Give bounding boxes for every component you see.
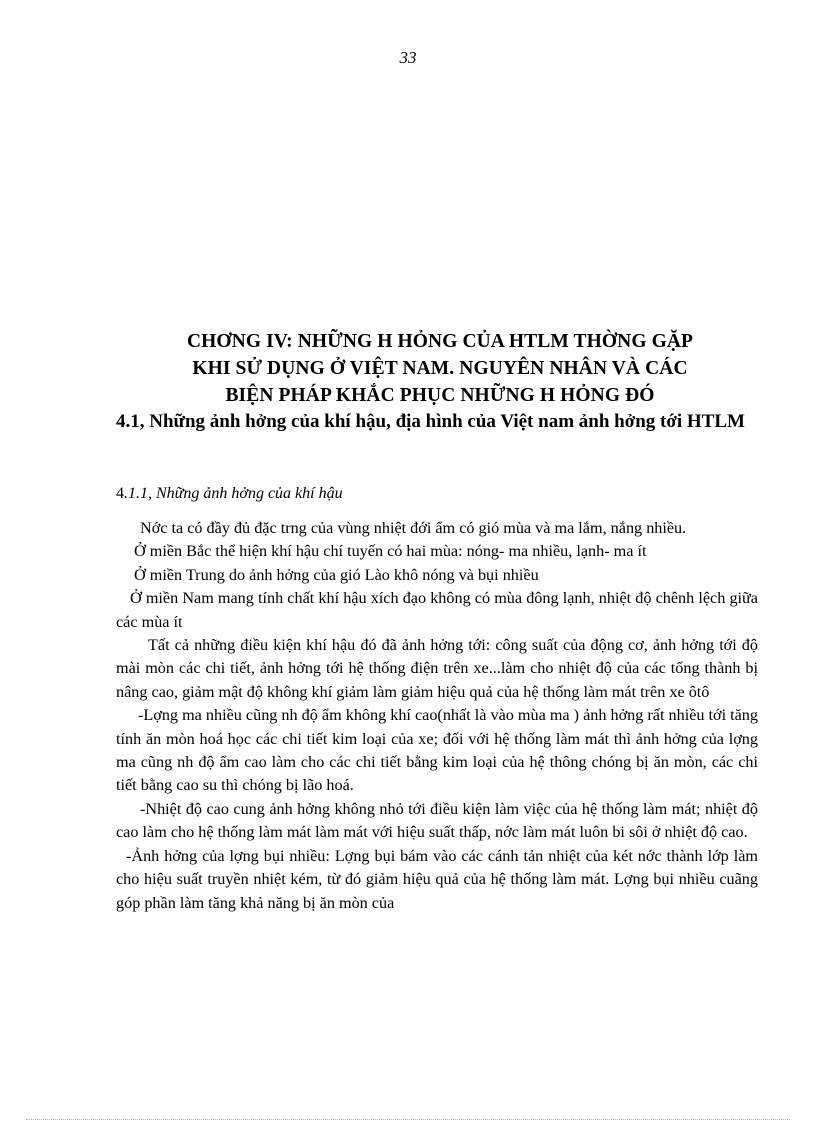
paragraph-north-region: Ở miền Bắc thể hiện khí hậu chí tuyến có hai mùa: nóng- ma nhiều, lạnh- ma ít (134, 542, 647, 561)
chapter-title-line-3: BIỆN PHÁP KHẮC PHỤC NHỮNG H HỎNG ĐÓ (225, 385, 655, 406)
chapter-title (110, 328, 770, 409)
paragraph-climate-effects: Tất cả những điều kiện khí hậu đó đã ảnh hởng tới: công suất của động cơ, ảnh hởng tới độ mài mòn các chi tiết, ảnh hởng tới hệ thống điện trên xe...làm cho nhiệt độ của các tổng thành bị nâng cao, giảm mật độ không khí giảm làm giảm hiệu quả của hệ thống làm mát trên xe ôtô (116, 636, 758, 701)
paragraph-south-region: Ở miền Nam mang tính chất khí hậu xích đạo không có mùa đông lạnh, nhiệt độ chênh lệch giữa các mùa ít (116, 589, 758, 631)
body-text (116, 517, 758, 915)
paragraph-dust: -Ảnh hởng của lợng bụi nhiều: Lợng bụi bám vào các cánh tản nhiệt của két nớc thành lớp làm cho hiệu suất truyền nhiệt kém, từ đó giảm hiệu quả của hệ thống làm mát. Lợng bụi nhiều cuãng góp phần làm tăng khả năng bị ăn mòn của (116, 846, 758, 912)
subsection-number: 4 (116, 485, 124, 502)
section-heading: 4.1, Những ảnh hởng của khí hậu, địa hình của Việt nam ảnh hởng tới HTLM (116, 411, 745, 432)
chapter-title-line-1: CHƠNG IV: NHỮNG H HỎNG CỦA HTLM THỜNG GẶP (186, 331, 694, 352)
footer-rule (26, 1119, 790, 1120)
subsection-title: .1.1, Những ảnh hởng của khí hậu (124, 485, 343, 502)
paragraph-high-temperature: -Nhiệt độ cao cung ảnh hởng không nhỏ tới điều kiện làm việc của hệ thống làm mát; nhiệt độ cao làm cho hệ thống làm mát làm mát với hiệu suất thấp, nớc làm mát luôn bi sôi ở nhiệt độ cao. (116, 799, 758, 842)
chapter-title-line-2: KHI SỬ DỤNG Ở VIỆT NAM. NGUYÊN NHÂN VÀ CÁC (192, 358, 688, 379)
paragraph-central-region: Ở miền Trung do ảnh hởng của gió Lào khô nóng và bụi nhiều (134, 565, 539, 584)
page-number: 33 (399, 48, 417, 67)
subsection-heading (116, 485, 343, 503)
paragraph-rain-humidity: -Lợng ma nhiều cũng nh độ ẩm không khí cao(nhất là vào mùa ma ) ảnh hởng rất nhiều tới tăng tính ăn mòn hoá học các chi tiết kim loại của xe; đối với hệ thống làm mát thì ảnh hởng của lợng ma cũng nh độ ẩm cao làm cho các chi tiết bằng kim loại của hệ thông chóng bị ăn mòn, các chi tiết bằng cao su thì chóng bị lão hoá. (116, 706, 758, 795)
paragraph-climate-overview: Nớc ta có đầy đủ đặc trng của vùng nhiệt đới ẩm có gió mùa và ma lắm, nắng nhiều. (140, 519, 687, 537)
